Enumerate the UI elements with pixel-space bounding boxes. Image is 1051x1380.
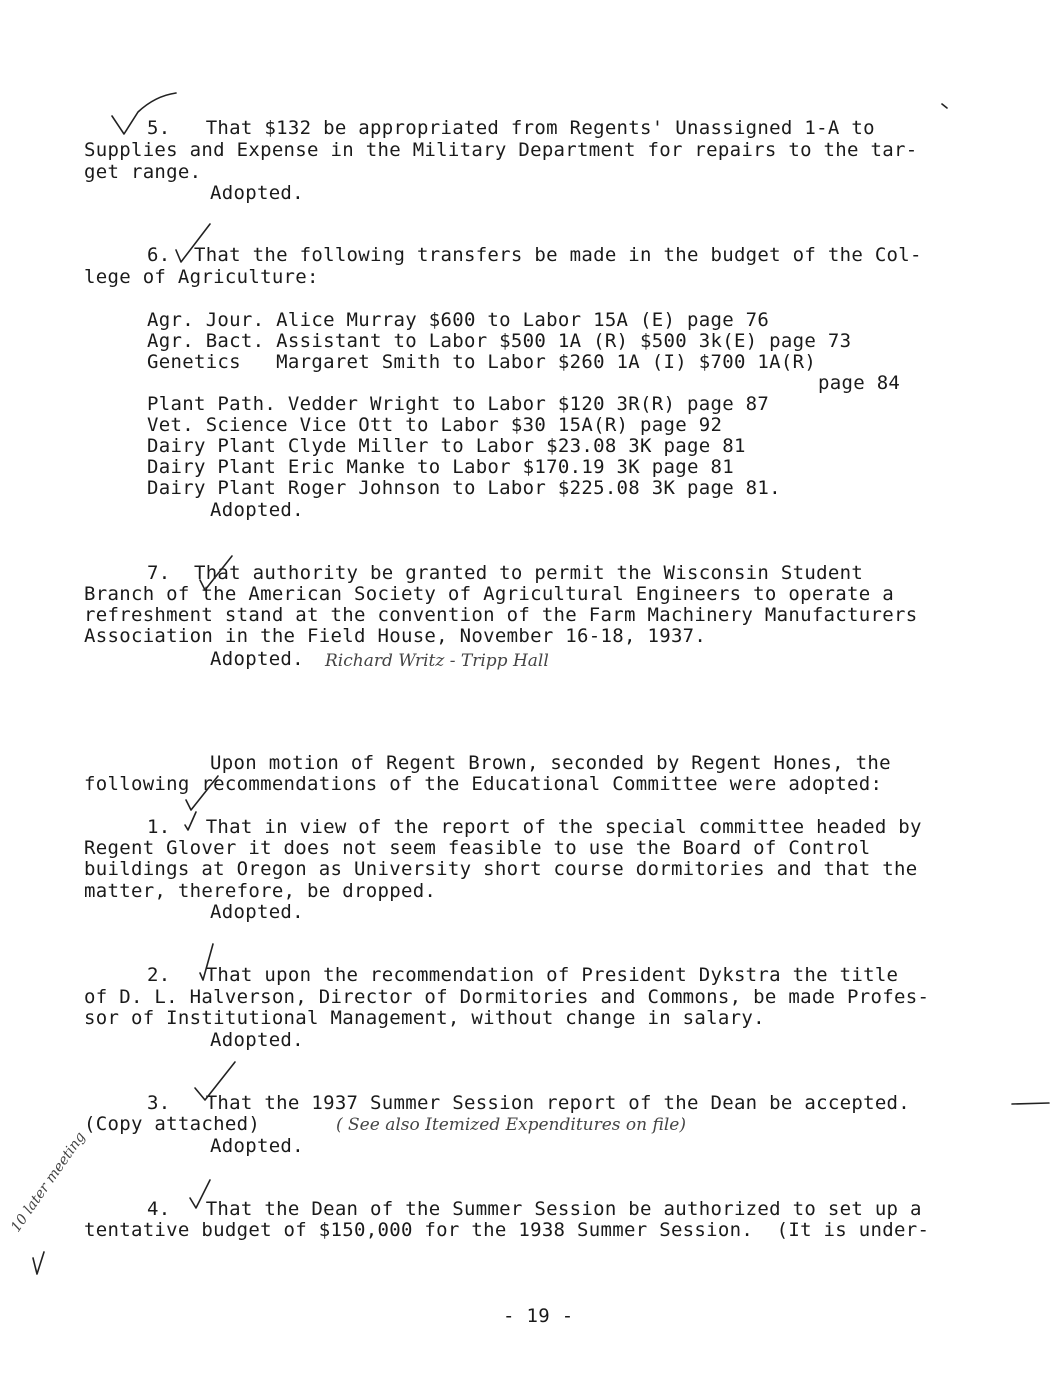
transfer-line-4: Plant Path. Vedder Wright to Labor $120 3R(R) page 87 (147, 393, 770, 415)
transfer-line-1: Agr. Jour. Alice Murray $600 to Labor 15A (E) page 76 (147, 309, 770, 331)
item-6-line-2: lege of Agriculture: (84, 266, 319, 288)
edu-4-line-1: 4. That the Dean of the Summer Session be authorized to set up a (147, 1198, 922, 1220)
page-number: - 19 - (503, 1305, 574, 1327)
edu-3-adopted: Adopted. (210, 1135, 304, 1157)
transfer-line-7: Dairy Plant Eric Manke to Labor $170.19 3K page 81 (147, 456, 734, 478)
item-5-line-1: 5. That $132 be appropriated from Regents' Unassigned 1-A to (147, 117, 875, 139)
transfer-line-8: Dairy Plant Roger Johnson to Labor $225.08 3K page 81. (147, 477, 781, 499)
edu-2-line-1: 2. That upon the recommendation of President Dykstra the title (147, 964, 899, 986)
item-7-line-1: 7. That authority be granted to permit the Wisconsin Student (147, 562, 864, 584)
edu-4-line-2: tentative budget of $150,000 for the 1938 Summer Session. (It is under- (84, 1219, 930, 1241)
margin-dash-right (1012, 1103, 1049, 1104)
item-7-line-2: Branch of the American Society of Agricultural Engineers to operate a (84, 583, 894, 605)
item-6-line-1: 6. That the following transfers be made in the budget of the Col- (147, 244, 922, 266)
edu-2-adopted: Adopted. (210, 1029, 304, 1051)
item-5-line-3: get range. (84, 161, 202, 183)
edu-3-line-2: (Copy attached) (84, 1113, 261, 1135)
item-7-adopted: Adopted. (210, 648, 304, 670)
check-mark-margin (33, 1252, 44, 1274)
edu-1-line-1: 1. That in view of the report of the special committee headed by (147, 816, 922, 838)
motion-line-1: Upon motion of Regent Brown, seconded by Regent Hones, the (210, 752, 891, 774)
item-5-line-2: Supplies and Expense in the Military Department for repairs to the tar- (84, 139, 918, 161)
transfer-line-2: Agr. Bact. Assistant to Labor $500 1A (R) $500 3k(E) page 73 (147, 330, 852, 352)
handwritten-note-edu-3: ( See also Itemized Expenditures on file) (336, 1115, 686, 1135)
transfer-line-5: Vet. Science Vice Ott to Labor $30 15A(R) page 92 (147, 414, 723, 436)
transfer-line-3: Genetics Margaret Smith to Labor $260 1A (I) $700 1A(R) (147, 351, 817, 373)
motion-line-2: following recommendations of the Educational Committee were adopted: (84, 773, 883, 795)
stray-mark-top-right (942, 104, 947, 108)
transfer-line-3-page: page 84 (818, 372, 901, 394)
item-7-line-3: refreshment stand at the convention of the Farm Machinery Manufacturers (84, 604, 918, 626)
edu-1-line-2: Regent Glover it does not seem feasible to use the Board of Control (84, 837, 871, 859)
edu-2-line-3: sor of Institutional Management, without change in salary. (84, 1007, 765, 1029)
edu-2-line-2: of D. L. Halverson, Director of Dormitories and Commons, be made Profes- (84, 986, 930, 1008)
handwritten-note-item-7: Richard Writz - Tripp Hall (325, 651, 549, 671)
edu-1-line-4: matter, therefore, be dropped. (84, 880, 437, 902)
edu-3-line-1: 3. That the 1937 Summer Session report of the Dean be accepted. (147, 1092, 911, 1114)
edu-1-line-3: buildings at Oregon as University short course dormitories and that the (84, 858, 918, 880)
item-7-line-4: Association in the Field House, November 16-18, 1937. (84, 625, 707, 647)
item-6-adopted: Adopted. (210, 499, 304, 521)
transfer-line-6: Dairy Plant Clyde Miller to Labor $23.08 3K page 81 (147, 435, 746, 457)
margin-note-edu-4: 10 later meeting (8, 1129, 89, 1236)
edu-1-adopted: Adopted. (210, 901, 304, 923)
item-5-adopted: Adopted. (210, 182, 304, 204)
